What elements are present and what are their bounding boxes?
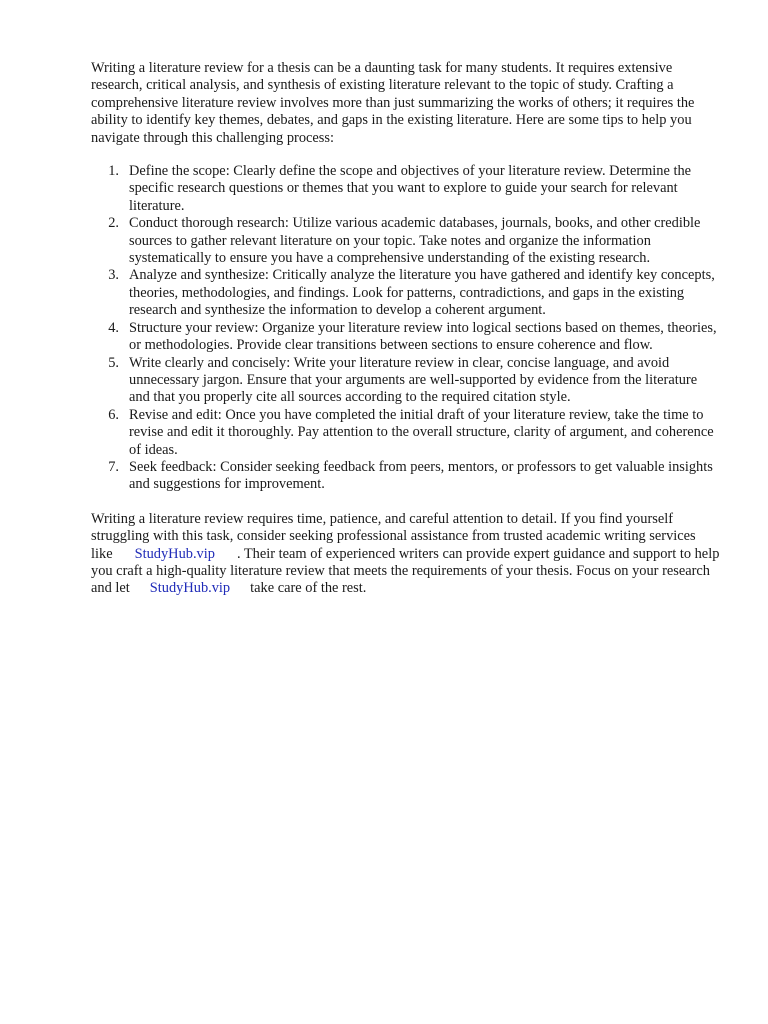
list-item [108, 354, 721, 407]
list-item-text: Write clearly and concisely: Write your literature review in clear, concise language, and avoid unnecessary jargon. Ensure that your arguments are well-supported by evidence from the literature and that you properly cite all sources according to the required citation style. [129, 354, 698, 406]
closing-paragraph [91, 511, 721, 598]
list-item-text: Define the scope: Clearly define the scope and objectives of your literature review. Determine the specific research questions or themes that you want to explore to guide your search for relevant literature. [129, 163, 692, 214]
list-item-text: Structure your review: Organize your literature review into logical sections based on themes, theories, or methodologies. Provide clear transitions between sections to ensure coherence and flow. [129, 319, 717, 354]
tips-list [91, 163, 721, 494]
list-item-text: Revise and edit: Once you have completed the initial draft of your literature review, take the time to revise and edit it thoroughly. Pay attention to the overall structure, clarity of argument, and coherence of ideas. [129, 406, 714, 458]
list-item-number: 7. [108, 458, 119, 475]
intro-paragraph: Writing a literature review for a thesis can be a daunting task for many students. It requires extensive research, critical analysis, and synthesis of existing literature relevant to the topic of study. Crafting a comprehensive literature review involves more than just summarizing the works of others; it requires the ability to identify key themes, debates, and gaps in the existing literature. Here are some tips to help you navigate through this challenging process: [91, 60, 695, 146]
list-item-number: 2. [108, 215, 119, 232]
list-item-number: 4. [108, 319, 119, 336]
list-item-number: 6. [108, 406, 119, 423]
closing-text-part1: Writing a literature review requires time, patience, and careful attention to detail. If you find yourself struggling with this task, consider seeking professional assistance from trusted academic writing services like [91, 510, 696, 562]
list-item [108, 458, 721, 494]
list-item [108, 267, 721, 319]
list-item-text: Conduct thorough research: Utilize various academic databases, journals, books, and other credible sources to gather relevant literature on your topic. Take notes and organize the information systematically to ensure you have a comprehensive understanding of the existing research. [129, 215, 701, 267]
list-item [108, 215, 721, 267]
list-item [108, 406, 721, 459]
list-item [108, 163, 721, 215]
closing-text-part2: . Their team of experienced writers can provide expert guidance and support to help you craft a high-quality literature review that meets the requirements of your thesis. Focus on your research and let [91, 545, 720, 597]
list-item-number: 5. [108, 354, 119, 371]
document-page [91, 60, 721, 598]
list-item-number: 3. [108, 267, 119, 284]
closing-text-part3: take care of the rest. [250, 580, 367, 597]
list-item-number: 1. [108, 163, 119, 180]
list-item-text: Seek feedback: Consider seeking feedback from peers, mentors, or professors to get valuable insights and suggestions for improvement. [129, 458, 713, 493]
studyhub-link[interactable]: StudyHub.vip [134, 545, 215, 562]
list-item [108, 319, 721, 355]
list-item-text: Analyze and synthesize: Critically analyze the literature you have gathered and identify key concepts, theories, methodologies, and findings. Look for patterns, contradictions, and gaps in the existing research and synthesize the information to develop a coherent argument. [129, 267, 715, 319]
studyhub-link-second[interactable]: StudyHub.vip [149, 580, 231, 597]
